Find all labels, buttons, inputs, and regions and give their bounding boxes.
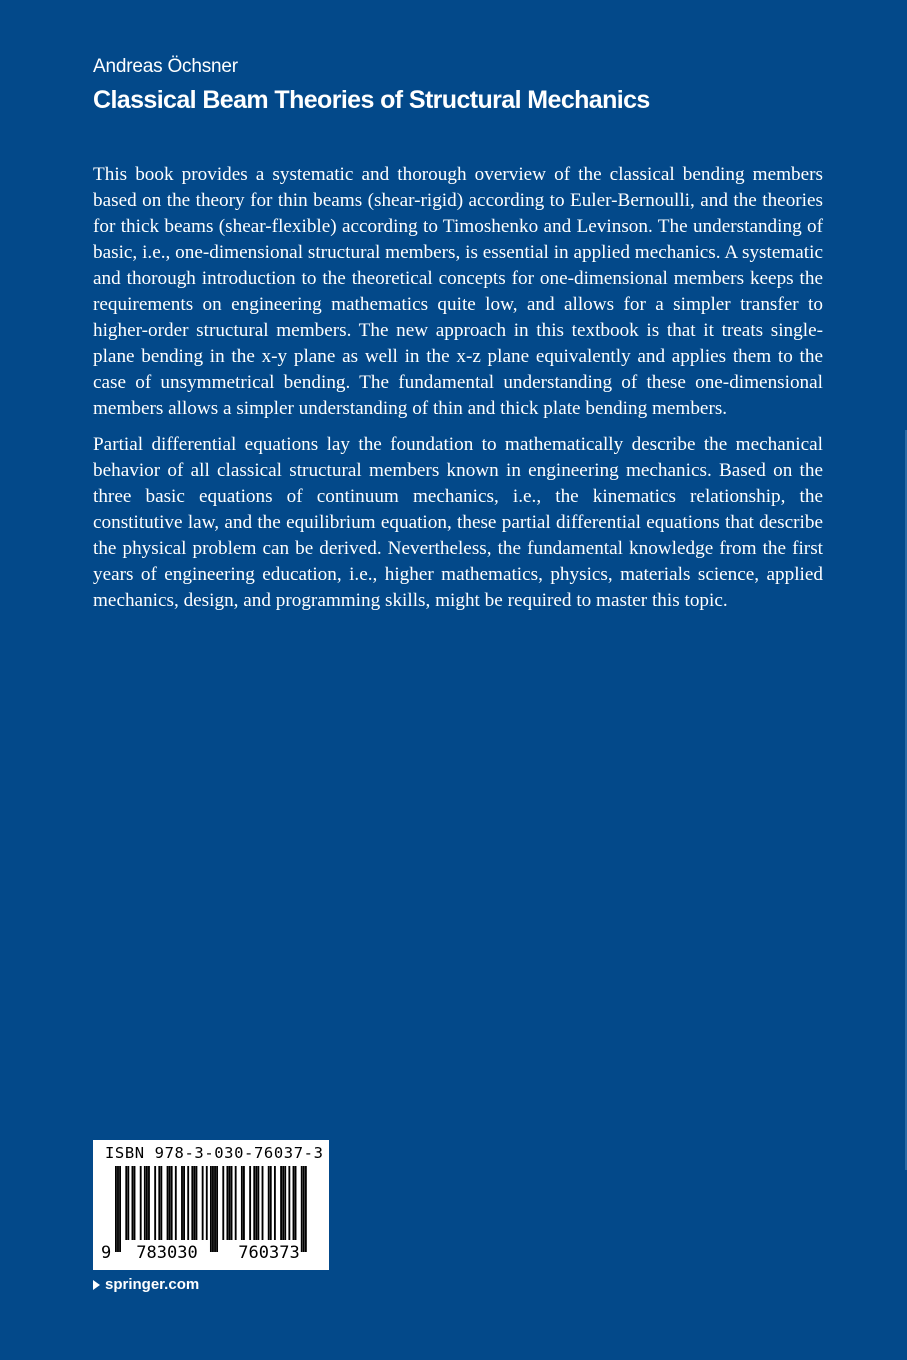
barcode-lead-digit: 9 [101,1243,112,1263]
barcode-bar [146,1166,148,1240]
barcode-bar [274,1166,276,1240]
barcode-bar [154,1166,156,1240]
barcode-bar [295,1166,297,1240]
barcode-bar [144,1166,146,1240]
barcode-bar [160,1166,162,1240]
barcode-bar [193,1166,195,1240]
barcode-bar [167,1166,169,1240]
barcode-bar [171,1166,173,1240]
barcode-bar [183,1166,185,1240]
arrow-right-icon [93,1280,100,1290]
barcode-bar [262,1166,264,1240]
barcode-bar [181,1166,183,1240]
barcode-bar [158,1166,160,1240]
barcode-bar [293,1166,295,1240]
barcode-bar [148,1166,150,1240]
blurb-paragraph: This book provides a systematic and thorough overview of the classical bending members based on the theory for thin beams (shear-rigid) according to Euler-Bernoulli, and the theories for thick beams (shear-flexible) according to Timoshenko and Levinson. The understanding of basic, i.e., one-dimensional structural members, is essential in applied mechanics. A systematic and thorough introduction to the theoretical concepts for one-dimensional members keeps the requirements on engineering mathematics quite low, and allows for a simpler transfer to higher-order structural members. The new approach in this textbook is that it treats single-plane bending in the x-y plane as well in the x-z plane equivalently and applies them to the case of unsymmetrical bending. The fundamental understanding of these one-dimensional members allows a simpler understanding of thin and thick plate bending members. [93,164,823,419]
barcode-bar [119,1166,121,1252]
barcode-right-group: 760373 [238,1243,300,1263]
isbn-label: ISBN 978-3-030-76037-3 [105,1144,324,1162]
barcode-bar [210,1166,212,1252]
barcode-bar [253,1166,255,1240]
barcode-bar [169,1166,171,1240]
barcode-bar [305,1166,307,1252]
barcode-bar [206,1166,208,1240]
barcode-bar [229,1166,231,1240]
barcode-bar [222,1166,224,1240]
barcode-bar [288,1166,290,1240]
barcode-bar [175,1166,177,1240]
barcode-bar [231,1166,233,1240]
barcode-bar [202,1166,204,1240]
barcode-bar [255,1166,257,1240]
barcode-bar [235,1166,237,1240]
barcode-left-group: 783030 [136,1243,198,1263]
barcode-bar [226,1166,228,1240]
isbn-barcode-block [93,1140,329,1270]
publisher-link[interactable] [93,1276,199,1293]
barcode-bar [282,1166,284,1240]
barcode-bar [191,1166,193,1240]
barcode-bar [132,1166,134,1240]
publisher-website: springer.com [105,1276,200,1293]
barcode-bar [212,1166,214,1252]
blurb-paragraph: Partial differential equations lay the foundation to mathematically describe the mechanical behavior of all classical structural members known in engineering mechanics. Based on the three basic equations of continuum mechanics, i.e., the kinematics relationship, the constitutive law, and the equilibrium equation, these partial differential equations that describe the physical problem can be derived. Nevertheless, the fundamental knowledge from the first years of engineering education, i.e., higher mathematics, physics, materials science, applied mechanics, design, and programming skills, might be required to master this topic. [93,434,823,611]
barcode-bar [125,1166,127,1240]
barcode-bar [243,1166,245,1240]
barcode-bar [127,1166,129,1240]
barcode-bar [268,1166,270,1240]
barcode-digits [101,1243,321,1263]
blurb [93,162,823,624]
barcode-bar [280,1166,282,1240]
barcode-bar [117,1166,119,1252]
book-title: Classical Beam Theories of Structural Mechanics [93,86,650,114]
author-name: Andreas Öchsner [93,56,238,77]
barcode-bar [303,1166,305,1252]
barcode-bar [140,1166,142,1240]
barcode-bar [214,1166,216,1252]
barcode-bar [249,1166,251,1240]
barcode-bar [134,1166,136,1240]
barcode-bar [216,1166,218,1252]
barcode-bar [284,1166,286,1240]
barcode-bar [196,1166,198,1240]
barcode-bar [187,1166,189,1240]
barcode-bar [301,1166,303,1252]
barcode-bar [270,1166,272,1240]
barcode-bar [115,1166,117,1252]
barcode-bar [257,1166,259,1240]
barcode-bar [241,1166,243,1240]
